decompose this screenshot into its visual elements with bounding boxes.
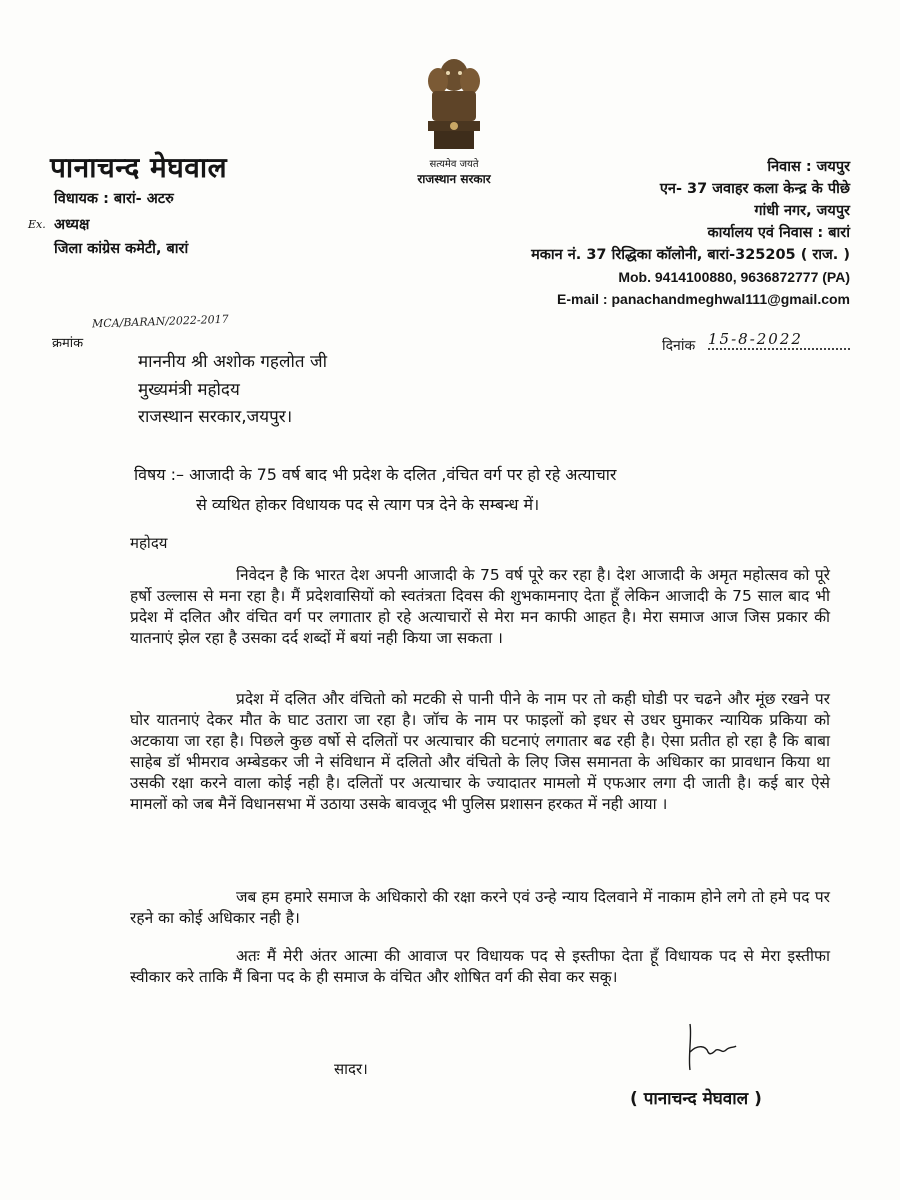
signature-image bbox=[676, 1016, 746, 1076]
subject bbox=[134, 460, 834, 520]
address-line: निवास : जयपुर bbox=[767, 159, 850, 175]
date-value: 15-8-2022 bbox=[708, 330, 850, 350]
address-line: गांधी नगर, जयपुर bbox=[754, 203, 850, 219]
addressee-line: मुख्यमंत्री महोदय bbox=[138, 380, 240, 400]
address-line: कार्यालय एवं निवास : बारां bbox=[707, 225, 850, 241]
address-line: एन- 37 जवाहर कला केन्द्र के पीछे bbox=[659, 181, 850, 197]
addressee-line: माननीय श्री अशोक गहलोत जी bbox=[138, 352, 327, 372]
addressee-line: राजस्थान सरकार,जयपुर। bbox=[138, 407, 293, 427]
reference-number: MCA/BARAN/2022-2017 bbox=[91, 312, 229, 331]
body-paragraph: अतः मैं मेरी अंतर आत्मा की आवाज पर विधायक पद से इस्तीफा देता हूँ विधायक पद से मेरा इस्तीफा स्वीकार करे ताकि मैं बिना पद के ही समाज के वंचित और शोषित वर्ग की सेवा कर सकू। bbox=[130, 947, 830, 986]
former-post: अध्यक्ष bbox=[54, 217, 90, 233]
email-address: E-mail : panachandmeghwal111@gmail.com bbox=[557, 291, 850, 307]
body-paragraph: निवेदन है कि भारत देश अपनी आजादी के 75 वर्ष पूरे कर रहा है। देश आजादी के अमृत महोत्सव को पूरे हर्षो उल्लास से मना रहा है। मैं प्रदेशवासियों को स्वतंत्रता दिवस की शुभकामनाए देता हूँ लेकिन आजादी के 75 साल बाद भी प्रदेश में दलित और वंचित वर्ग पर लगातार हो रहे अत्याचारों से मेरा मन काफी आहत है। मेरा समाज आज जिस प्रकार की यातनाएं झेल रहा है उसका दर्द शब्दों में बयां नही किया जा सकता । bbox=[130, 566, 830, 647]
reference-label: क्रमांक bbox=[52, 336, 84, 351]
address-line: मकान नं. 37 रिद्धिका कॉलोनी, बारां-325205 ( राज. ) bbox=[531, 247, 850, 263]
subject-line: से व्यथित होकर विधायक पद से त्याग पत्र देने के सम्बन्ध में। bbox=[196, 495, 540, 514]
emblem-motto: सत्यमेव जयते bbox=[429, 159, 479, 170]
sender-name: पानाचन्द मेघवाल bbox=[50, 151, 228, 184]
ex-handwritten-mark: Ex. bbox=[28, 218, 46, 231]
signatory-name: ( पानाचन्द मेघवाल ) bbox=[630, 1089, 762, 1109]
date-label: दिनांक bbox=[662, 338, 696, 354]
body-paragraph: जब हम हमारे समाज के अधिकारो की रक्षा करने एवं उन्हे न्याय दिलवाने में नाकाम होने लगे तो हमे पद पर रहने का कोई अधिकार नही है। bbox=[130, 888, 830, 927]
state-emblem-icon bbox=[418, 55, 490, 155]
committee-name: जिला कांग्रेस कमेटी, बारां bbox=[54, 241, 189, 257]
salutation: महोदय bbox=[130, 534, 168, 552]
closing: सादर। bbox=[334, 1060, 368, 1078]
subject-line: विषय :– आजादी के 75 वर्ष बाद भी प्रदेश के दलित ,वंचित वर्ग पर हो रहे अत्याचार bbox=[134, 465, 617, 484]
mobile-numbers: Mob. 9414100880, 9636872777 (PA) bbox=[618, 269, 850, 285]
emblem-government-label: राजस्थान सरकार bbox=[417, 172, 491, 186]
sender-designation: विधायक : बारां- अटरु bbox=[54, 191, 174, 207]
body-paragraph: प्रदेश में दलित और वंचितो को मटकी से पानी पीने के नाम पर तो कही घोडी पर चढने और मूंछ रखने पर घोर यातनाएं देकर मौत के घाट उतारा जा रहा है। जॉच के नाम पर फाइलों को इधर से उधर घुमाकर न्यायिक प्रकिया को अटकाया जा रहा है। पिछले कुछ वर्षो से दलितों पर अत्याचार की घटनाएं लगातार बढ रही है। ऐसा प्रतीत हो रहा है कि बाबा साहेब डॉ भीमराव अम्बेडकर जी ने संविधान में दलितो और वंचितो के लिए जिस समानता के अधिकार का प्रावधान किया था उसकी रक्षा करने वाला कोई नही है। दलितों पर अत्याचार के ज्यादातर मामलो में एफआर लगा दी जाती है। कई बार ऐसे मामलों को जब मैनें विधानसभा में उठाया उसके बावजूद भी पुलिस प्रशासन हरकत में नही आया । bbox=[130, 690, 830, 813]
